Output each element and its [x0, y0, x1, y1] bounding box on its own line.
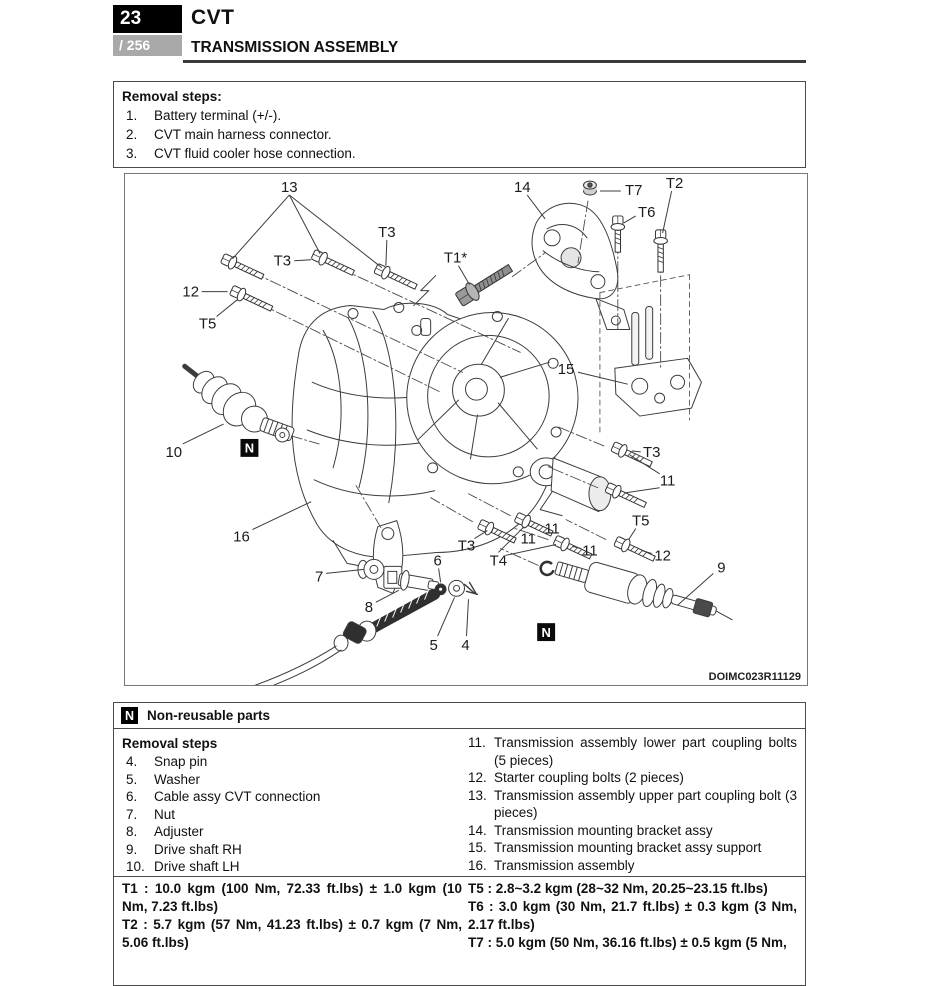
list-item: [122, 125, 797, 144]
step-number: 8.: [126, 824, 138, 839]
callout-label: T1*: [443, 249, 468, 267]
step-number: 4.: [126, 754, 138, 769]
step-number: 14.: [468, 822, 487, 838]
callout-label: T2: [665, 175, 684, 193]
removal-steps-right-column: [468, 734, 797, 871]
list-item: [122, 144, 797, 163]
leader-line: [294, 260, 311, 261]
step-number: 13.: [468, 787, 487, 803]
list-item: [468, 734, 797, 769]
bolt-icon: [310, 248, 356, 279]
callout-label: T5: [632, 512, 650, 530]
callout-label: 16: [233, 528, 250, 546]
step-number: 6.: [126, 789, 138, 804]
callout-label: 8: [364, 599, 374, 617]
leader-line: [386, 240, 387, 266]
leader-line: [289, 195, 382, 268]
step-number: 2.: [126, 127, 138, 142]
step-text: Drive shaft LH: [154, 859, 240, 874]
step-number: 12.: [468, 770, 487, 785]
step-text: Cable assy CVT connection: [154, 789, 321, 804]
torque-specs-box: [113, 876, 806, 986]
list-item: [122, 771, 462, 789]
exploded-diagram: [125, 174, 807, 685]
list-item: [468, 822, 797, 840]
leader-line: [252, 502, 311, 530]
callout-label: T6: [637, 203, 656, 221]
list-item: [122, 858, 462, 876]
step-text: CVT fluid cooler hose connection.: [154, 146, 356, 161]
torque-spec: T7 : 5.0 kgm (50 Nm, 36.16 ft.lbs) ± 0.5 kgm (5 Nm,: [468, 935, 787, 950]
step-text: Snap pin: [154, 754, 208, 769]
callout-label: 12: [654, 547, 671, 565]
nut-icon: [583, 181, 596, 195]
list-item: [122, 753, 462, 771]
page-number-block: [113, 5, 182, 56]
callout-label: 11: [659, 472, 676, 490]
torque-spec: T2 : 5.7 kgm (57 Nm, 41.23 ft.lbs) ± 0.7 kgm (7 Nm, 5.06 ft.lbs): [122, 917, 462, 950]
callout-label: T3: [457, 537, 476, 555]
bolt-icon: [613, 535, 657, 565]
torque-specs-right-column: [468, 880, 797, 982]
step-text: Transmission assembly lower part coupling bolts (5 pieces): [494, 735, 797, 768]
callout-label: 12: [182, 283, 200, 301]
pre-removal-steps-box: [113, 81, 806, 168]
callout-label: 14: [513, 179, 531, 197]
leader-line: [629, 529, 636, 540]
step-number: 7.: [126, 806, 138, 822]
step-text: Adjuster: [154, 824, 204, 839]
list-item: [468, 787, 797, 822]
leader-line: [289, 195, 320, 254]
bolt-icon: [229, 284, 275, 315]
title-divider: [183, 60, 806, 63]
list-item: [122, 841, 462, 859]
torque-spec: T1 : 10.0 kgm (100 Nm, 72.33 ft.lbs) ± 1.0 kgm (10 Nm, 7.23 ft.lbs): [122, 881, 462, 914]
step-number: 15.: [468, 840, 487, 855]
list-item: [468, 769, 797, 787]
snap-ring-icon: [541, 562, 554, 575]
leader-line: [626, 488, 660, 493]
step-number: 10.: [126, 859, 145, 874]
drive-shaft-lh: [185, 366, 295, 442]
figure-code: DOIMC023R11129: [708, 671, 801, 683]
bolt-icon: [654, 230, 668, 272]
n-badge-icon: N: [121, 707, 138, 724]
leader-line: [527, 195, 545, 219]
leader-line: [459, 266, 470, 285]
svg-text:N: N: [244, 440, 255, 456]
callout-label: 11: [520, 530, 536, 548]
callout-label: T3: [642, 443, 661, 461]
callout-label: T5: [198, 315, 217, 333]
removal-steps-heading: Removal steps: [122, 736, 218, 751]
non-reusable-label: Non-reusable parts: [147, 708, 271, 723]
step-text: Battery terminal (+/-).: [154, 108, 282, 123]
step-number: 9.: [126, 841, 138, 857]
leader-line: [663, 191, 672, 233]
pre-removal-heading: Removal steps:: [122, 89, 222, 104]
list-item: [122, 823, 462, 841]
leader-line: [217, 300, 238, 317]
exploded-view-figure: [124, 173, 808, 686]
page-title: TRANSMISSION ASSEMBLY: [191, 39, 399, 56]
leader-line: [624, 216, 636, 223]
callout-label: 11: [582, 542, 598, 560]
step-number: 1.: [126, 108, 138, 123]
torque-spec: T6 : 3.0 kgm (30 Nm, 21.7 ft.lbs) ± 0.3 kgm (3 Nm, 2.17 ft.lbs): [468, 899, 797, 932]
list-item: [468, 839, 797, 857]
torque-spec: T5 : 2.8~3.2 kgm (28~32 Nm, 20.25~23.15 ft.lbs): [468, 881, 768, 896]
step-text: Drive shaft RH: [154, 841, 242, 857]
removal-steps-box: [113, 728, 806, 877]
callout-label: T7: [625, 182, 643, 200]
leader-line: [233, 195, 290, 259]
callout-label: T3: [378, 223, 396, 241]
leader-line: [376, 590, 399, 602]
step-text: Transmission mounting bracket assy support: [494, 840, 762, 855]
leader-line: [466, 599, 468, 636]
list-item: [468, 857, 797, 875]
callout-label: T4: [489, 552, 508, 570]
step-text: Starter coupling bolts (2 pieces): [494, 770, 684, 785]
step-number: 5.: [126, 771, 138, 787]
n-badge-icon: [240, 439, 258, 457]
callout-label: 11: [544, 520, 560, 538]
step-number: 16.: [468, 857, 487, 873]
step-text: Transmission mounting bracket assy: [494, 822, 713, 838]
list-item: [122, 806, 462, 824]
bolt-icon: [611, 216, 625, 252]
callout-label: 5: [429, 637, 438, 655]
list-item: [122, 788, 462, 806]
step-number: 3.: [126, 146, 138, 161]
step-text: Transmission assembly: [494, 857, 635, 873]
removal-steps-left-column: [122, 734, 462, 874]
callout-label: 13: [280, 179, 298, 197]
callout-label: 15: [557, 361, 575, 379]
step-text: CVT main harness connector.: [154, 127, 332, 142]
drive-shaft-rh: [552, 552, 737, 632]
chapter-title: CVT: [191, 6, 235, 29]
removal-steps-list-left: [122, 753, 462, 876]
leader-line: [183, 424, 224, 444]
bolt-t1-icon: [454, 260, 516, 309]
callout-label: 10: [165, 443, 183, 461]
list-item: [122, 106, 797, 125]
torque-specs-left-column: [122, 880, 462, 982]
pre-removal-list: [122, 106, 797, 163]
callout-label: T3: [273, 252, 292, 270]
removal-steps-list-right: [468, 734, 797, 874]
callout-label: 4: [461, 637, 470, 655]
step-number: 11.: [468, 735, 486, 750]
step-text: Transmission assembly upper part coupling bolt (3 pieces): [494, 787, 797, 820]
leader-line: [438, 597, 455, 636]
leader-line: [439, 568, 441, 582]
page-total: / 256: [113, 35, 182, 56]
callout-label: 6: [433, 552, 442, 570]
callout-label: 9: [717, 559, 726, 577]
bolt-icon: [220, 252, 266, 283]
leader-line: [632, 451, 641, 452]
callout-label: 7: [314, 568, 324, 586]
svg-text:N: N: [541, 624, 551, 640]
chapter-number: 23: [113, 5, 182, 33]
step-text: Nut: [154, 806, 176, 822]
non-reusable-parts-bar: [113, 702, 806, 729]
step-text: Washer: [154, 771, 201, 787]
n-badge-icon: [537, 623, 555, 641]
